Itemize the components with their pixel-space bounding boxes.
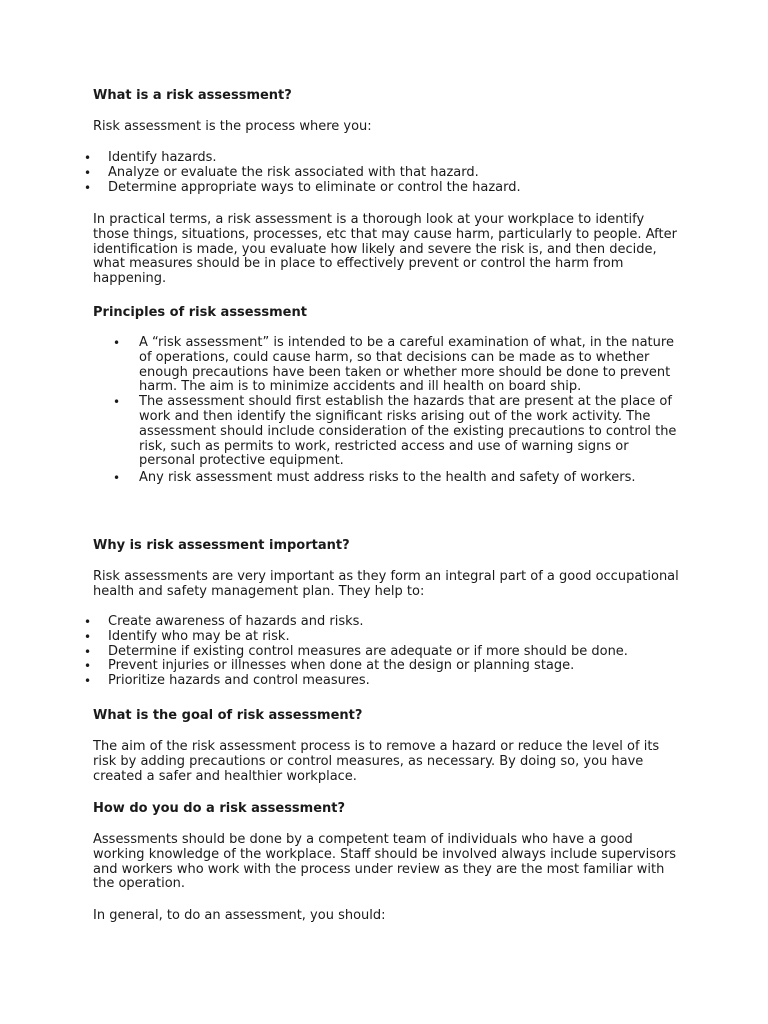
benefits-list — [84, 615, 684, 689]
list-item: • Identify who may be at risk. — [84, 628, 290, 644]
bullet-icon: • — [84, 180, 92, 195]
list-item: • The assessment should first establish the hazards that are present at the place of work and then identify the significant risks arising out of the work activity. The assessment should include consideration of the existing precautions to control the risk, such as permits to work, restricted access and use of warning signs or personal protective equipment. — [113, 394, 677, 469]
bullet-icon: • — [84, 674, 92, 689]
bullet-icon: • — [113, 471, 121, 486]
section-heading-goal: What is the goal of risk assessment? — [93, 708, 363, 723]
section-paragraph: In practical terms, a risk assessment is a thorough look at your workplace to identify those things, situations, processes, etc that may cause harm, particularly to people. After identification is made, you evaluate how likely and severe the risk is, and then decide, what measures should be in place to effectively prevent or control the harm from happening. — [93, 212, 677, 287]
list-item: • A “risk assessment” is intended to be a careful examination of what, in the nature of operations, could cause harm, so that decisions can be made as to whether enough precautions have been taken or whether more should be done to prevent harm. The aim is to minimize accidents and ill health on board ship. — [113, 335, 674, 395]
list-item: • Identify hazards. — [84, 150, 217, 165]
section-heading-how-to: How do you do a risk assessment? — [93, 801, 346, 816]
list-item: • Prioritize hazards and control measures. — [84, 673, 370, 689]
bullet-icon: • — [113, 395, 121, 410]
bullet-icon: • — [113, 336, 121, 350]
hazard-process-list — [84, 151, 684, 195]
principles-list — [113, 336, 683, 486]
list-item: • Create awareness of hazards and risks. — [84, 614, 364, 629]
section-intro: Risk assessment is the process where you: — [93, 119, 372, 134]
list-item: • Any risk assessment must address risks to the health and safety of workers. — [113, 470, 636, 486]
bullet-icon: • — [84, 165, 92, 180]
section-heading-what-is-risk-assessment: What is a risk assessment? — [93, 88, 292, 103]
list-item: • Analyze or evaluate the risk associated with that hazard. — [84, 164, 479, 180]
list-item: • Determine if existing control measures are adequate or if more should be done. — [84, 643, 628, 659]
section-heading-why-important: Why is risk assessment important? — [93, 538, 350, 553]
section-paragraph: The aim of the risk assessment process is to remove a hazard or reduce the level of its risk by adding precautions or control measures, as necessary. By doing so, you have created a safer and healthier workplace. — [93, 739, 660, 784]
section-heading-principles: Principles of risk assessment — [93, 305, 307, 320]
bullet-icon: • — [84, 615, 92, 629]
bullet-icon: • — [84, 644, 92, 659]
list-item: • Determine appropriate ways to eliminate or control the hazard. — [84, 179, 521, 195]
section-outro: In general, to do an assessment, you should: — [93, 908, 386, 923]
bullet-icon: • — [84, 151, 92, 165]
bullet-icon: • — [84, 629, 92, 644]
bullet-icon: • — [84, 659, 92, 674]
list-item: • Prevent injuries or illnesses when done at the design or planning stage. — [84, 658, 575, 674]
section-paragraph: Assessments should be done by a competent team of individuals who have a good working knowledge of the workplace. Staff should be involved always include supervisors and workers who work with the process under review as they are the most familiar with the operation. — [93, 832, 677, 892]
section-intro: Risk assessments are very important as they form an integral part of a good occupational health and safety management plan. They help to: — [93, 569, 679, 599]
